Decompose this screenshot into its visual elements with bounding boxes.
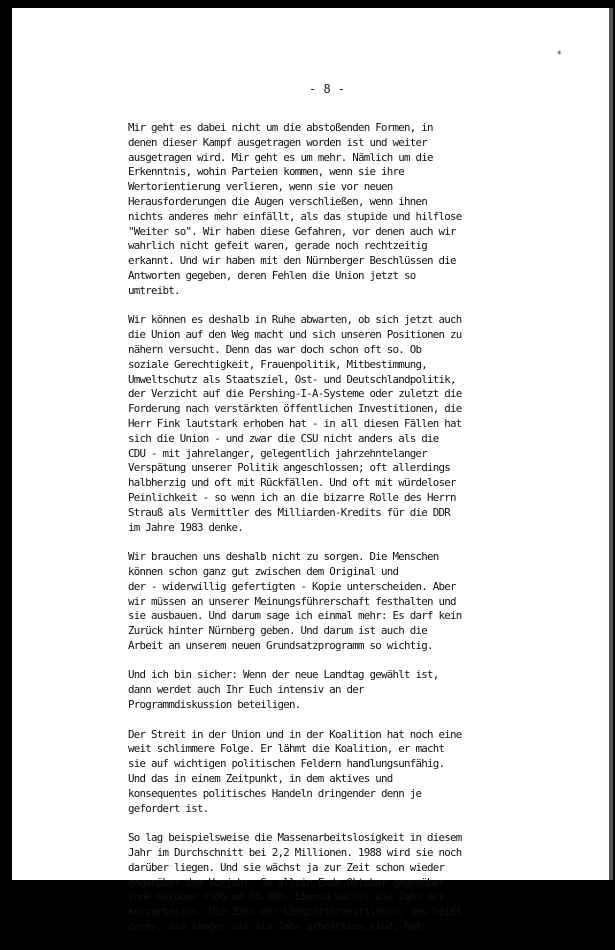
text-line: Jahr im Durchschnitt bei 2,2 Millionen. 1988 wird sie noch [128,846,462,860]
text-line: Wir können es deshalb in Ruhe abwarten, ob sich jetzt auch [128,313,462,327]
page-number: - 8 - [309,82,346,96]
text-line: erkannt. Und wir haben mit den Nürnberger Beschlüssen die [128,254,456,268]
text-line: Mir geht es dabei nicht um die abstoßenden Formen, in [128,121,433,134]
text-line: halbherzig und oft mit Rückfällen. Und oft mit würdeloser [128,476,456,490]
text-line: gefordert ist. [128,801,209,815]
text-line: Wir brauchen uns deshalb nicht zu sorgen. Die Menschen [128,550,439,564]
text-line: Der Streit in der Union und in der Koalition hat noch eine [128,727,462,741]
text-line: denen dieser Kampf ausgetragen worden ist und weiter [128,135,428,149]
text-line: Und das in einem Zeitpunkt, in dem aktives und [128,772,393,786]
text-line: ausgetragen wird. Mir geht es um mehr. Nämlich um die [128,150,433,164]
text-line: Kurzarbeiter. Die Zahl der Langzeitarbeitslosen, das heißt [128,905,462,919]
text-line: soziale Gerechtigkeit, Frauenpolitik, Mitbestimmung, [128,357,428,371]
paragraph [128,550,533,654]
text-line: Ende Oktober 1986 um 66.400. Ebenso wächst die Zahl der [128,890,445,904]
text-line: sie ausbauen. Und darum sage ich einmal mehr: Es darf kein [128,609,462,623]
paragraph [128,668,533,712]
text-line: Umweltschutz als Staatsziel, Ost- und Deutschlandpolitik, [128,372,456,386]
paragraph [128,728,533,817]
text-line: Strauß als Vermittler des Milliarden-Kredits für die DDR [128,505,451,519]
text-line: "Weiter so". Wir haben diese Gefahren, vor denen auch wir [128,224,456,238]
text-line: nähern versucht. Denn das war doch schon oft so. Ob [128,342,422,356]
text-line: weit schlimmere Folge. Er lähmt die Koalition, er macht [128,742,445,756]
text-line: sich die Union - und zwar die CSU nicht anders als die [128,431,439,445]
paragraph [128,313,533,535]
text-line: Herr Fink lautstark erhoben hat - in all diesen Fällen hat [128,416,462,430]
text-line: der Verzicht auf die Pershing-I-A-Systeme oder zuletzt die [128,387,462,401]
text-line: derer, die länger als ein Jahr arbeitslos sind, hat [128,920,422,934]
paragraph [128,121,533,299]
text-line: Forderung nach verstärkten öffentlichen Investitionen, die [128,402,462,416]
text-line: CDU - mit jahrelanger, gelegentlich jahrzehntelanger [128,446,428,460]
text-line: die Union auf den Weg macht und sich unseren Positionen zu [128,328,462,342]
text-line: sie auf wichtigen politischen Feldern handlungsunfähig. [128,757,445,771]
text-line: der - widerwillig gefertigten - Kopie unterscheiden. Aber [128,579,456,593]
text-line: können schon ganz gut zwischen dem Original und [128,564,399,578]
text-line: wir müssen an unserer Meinungsführerschaft festhalten und [128,594,456,608]
text-line: nichts anderes mehr einfällt, als das stupide und hilflose [128,209,462,223]
body-text [128,121,533,950]
text-line: Arbeit an unserem neuen Grundsatzprogramm so wichtig. [128,638,433,652]
corner-mark: * [557,50,562,60]
text-line: wahrlich nicht gefeit waren, gerade noch rechtzeitig [128,239,428,253]
text-line: darüber liegen. Und sie wächst ja zur Zeit schon wieder [128,860,445,874]
text-line: Wertorientierung verlieren, wenn sie vor neuen [128,180,393,194]
text-line: Zurück hinter Nürnberg geben. Und darum ist auch die [128,624,428,638]
text-line: gegenüber dem Vorjahr. So allein Ende Oktober gegenüber [128,875,445,889]
paragraph [128,831,533,935]
text-line: im Jahre 1983 denke. [128,520,244,534]
text-line: Peinlichkeit - so wenn ich an die bizarre Rolle des Herrn [128,490,456,504]
text-line: So lag beispielsweise die Massenarbeitslosigkeit in diesem [128,831,462,845]
text-line: Erkenntnis, wohin Parteien kommen, wenn sie ihre [128,165,405,179]
text-line: Programmdiskussion beteiligen. [128,698,301,712]
text-line: Herausforderungen die Augen verschließen, wenn ihnen [128,194,428,208]
text-line: Antworten gegeben, deren Fehlen die Union jetzt so [128,268,416,282]
text-line: Verspätung unserer Politik angeschlossen; oft allerdings [128,461,451,475]
text-line: umtreibt. [128,283,180,297]
text-line: Und ich bin sicher: Wenn der neue Landtag gewählt ist, [128,668,439,682]
text-line: dann werdet auch Ihr Euch intensiv an der [128,683,364,697]
text-line: konsequentes politisches Handeln dringender denn je [128,786,422,800]
